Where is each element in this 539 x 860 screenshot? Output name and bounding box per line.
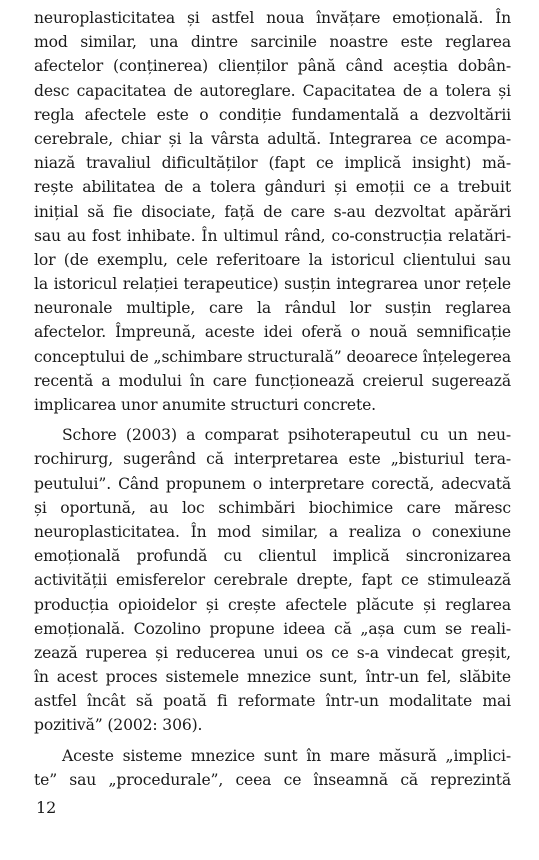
text-line: recentă a modului în care funcționează creierul sugerează [34, 371, 511, 390]
text-line: te” sau „procedurale”, ceea ce înseamnă că reprezintă [34, 770, 511, 789]
text-line: rește abilitatea de a tolera gânduri și emoții ce a trebuit [34, 178, 511, 197]
paragraph-1 [34, 6, 511, 417]
text-line: producția opioidelor și crește afectele plăcute și reglarea [34, 595, 511, 614]
text-line: emoțională. Cozolino propune ideea că „așa cum se reali- [34, 619, 511, 638]
page-number: 12 [36, 798, 57, 817]
text-line: afectelor. Împreună, aceste idei oferă o nouă semnificație [34, 323, 511, 342]
text-line: afectelor (conținerea) clienților până când aceștia dobân- [34, 57, 511, 76]
text-line: zează ruperea și reducerea unui os ce s-a vindecat greșit, [34, 643, 511, 662]
text-line: sau au fost inhibate. În ultimul rând, co-construcția relatări- [34, 226, 511, 245]
paragraph-3 [34, 744, 511, 792]
text-line: inițial să fie disociate, față de care s-au dezvoltat apărări [34, 202, 511, 221]
paragraph-2 [34, 423, 511, 737]
text-line: lor (de exemplu, cele referitoare la istoricul clientului sau [34, 250, 511, 269]
text-line: astfel încât să poată fi reformate într-un modalitate mai [34, 692, 511, 711]
text-line: Schore (2003) a comparat psihoterapeutul cu un neu- [62, 426, 511, 445]
text-line: mod similar, una dintre sarcinile noastre este reglarea [34, 33, 511, 52]
text-line: pozitivă” (2002: 306). [34, 716, 203, 735]
text-line: în acest proces sistemele mnezice sunt, într-un fel, slăbite [34, 668, 511, 687]
text-line: rochirurg, sugerând că interpretarea este „bisturiul tera- [34, 450, 511, 469]
text-line: neuronale multiple, care la rândul lor susțin reglarea [34, 299, 511, 318]
text-line: niază travaliul dificultăților (fapt ce implică insight) mă- [34, 154, 511, 173]
text-line: cerebrale, chiar și la vârsta adultă. Integrarea ce acompa- [34, 129, 511, 148]
text-line: neuroplasticitatea. În mod similar, a realiza o conexiune [34, 522, 511, 541]
body-text [34, 6, 511, 792]
text-line: peutului”. Când propunem o interpretare corectă, adecvată [34, 474, 511, 493]
text-line: emoțională profundă cu clientul implică sincronizarea [34, 547, 511, 566]
text-line: la istoricul relației terapeutice) susțin integrarea unor rețele [34, 275, 511, 294]
text-line: activității emisferelor cerebrale drepte, fapt ce stimulează [34, 571, 511, 590]
text-line: desc capacitatea de autoreglare. Capacitatea de a tolera și [34, 81, 511, 100]
text-line: și oportună, au loc schimbări biochimice care măresc [34, 498, 511, 517]
text-line: Aceste sisteme mnezice sunt în mare măsură „implici- [62, 746, 511, 765]
text-line: neuroplasticitatea și astfel noua învățare emoțională. În [34, 9, 511, 27]
text-line: implicarea unor anumite structuri concrete. [34, 396, 376, 414]
text-line: regla afectele este o condiție fundamentală a dezvoltării [34, 105, 511, 124]
text-line: conceptului de „schimbare structurală” deoarece înțelegerea [34, 347, 511, 366]
